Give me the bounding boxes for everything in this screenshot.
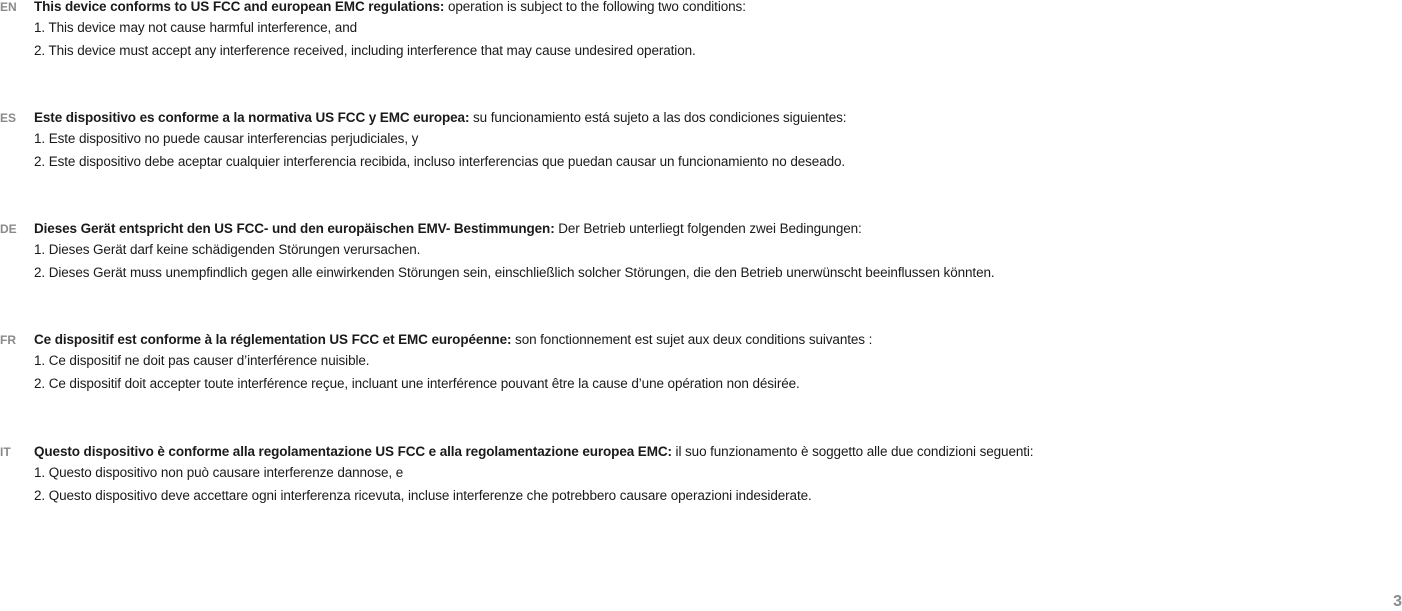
section-heading: Questo dispositivo è conforme alla regolamentazione US FCC e alla regolamentazione europea EMC: [34,444,672,459]
condition-item: 1. Este dispositivo no puede causar interferencias perjudiciales, y [34,131,419,146]
condition-item: 1. This device may not cause harmful interference, and [34,20,358,35]
section-heading: This device conforms to US FCC and european EMC regulations: [34,0,445,14]
condition-item: 1. Dieses Gerät darf keine schädigenden Störungen verursachen. [34,242,421,257]
section-heading-line [34,221,862,237]
section-heading-line [34,110,846,126]
language-code: IT [0,445,11,459]
condition-item: 2. Dieses Gerät muss unempfindlich gegen alle einwirkenden Störungen sein, einschließlich solcher Störungen, die den Betrieb unerwünscht beeinflussen könnten. [34,265,995,280]
condition-item: 2. Questo dispositivo deve accettare ogni interferenza ricevuta, incluse interferenze che potrebbero causare operazioni indesiderate. [34,488,812,503]
section-heading: Este dispositivo es conforme a la normativa US FCC y EMC europea: [34,110,470,125]
section-intro: il suo funzionamento è soggetto alle due condizioni seguenti: [671,444,1034,459]
condition-item: 2. Este dispositivo debe aceptar cualquier interferencia recibida, incluso interferencias que puedan causar un funcionamiento no deseado. [34,154,846,169]
condition-item: 1. Questo dispositivo non può causare interferenze dannose, e [34,465,404,480]
condition-item: 2. Ce dispositif doit accepter toute interférence reçue, incluant une interférence pouvant être la cause d’une opération non désirée. [34,376,800,391]
section-heading: Dieses Gerät entspricht den US FCC- und den europäischen EMV- Bestimmungen: [34,221,555,236]
section-intro: son fonctionnement est sujet aux deux conditions suivantes : [511,332,873,347]
language-code: FR [0,333,16,347]
language-code: DE [0,222,17,236]
section-intro: su funcionamiento está sujeto a las dos condiciones siguientes: [469,110,847,125]
section-heading-line [34,444,1033,460]
condition-item: 2. This device must accept any interference received, including interference that may cause undesired operation. [34,43,696,58]
section-heading: Ce dispositif est conforme à la réglementation US FCC et EMC européenne: [34,332,512,347]
section-heading-line [34,0,746,15]
page-number: 3 [1393,593,1402,610]
section-intro: operation is subject to the following two conditions: [444,0,746,14]
language-code: ES [0,111,17,125]
section-heading-line [34,332,872,348]
language-code: EN [0,0,17,14]
condition-item: 1. Ce dispositif ne doit pas causer d’interférence nuisible. [34,353,370,368]
section-intro: Der Betrieb unterliegt folgenden zwei Bedingungen: [554,221,862,236]
